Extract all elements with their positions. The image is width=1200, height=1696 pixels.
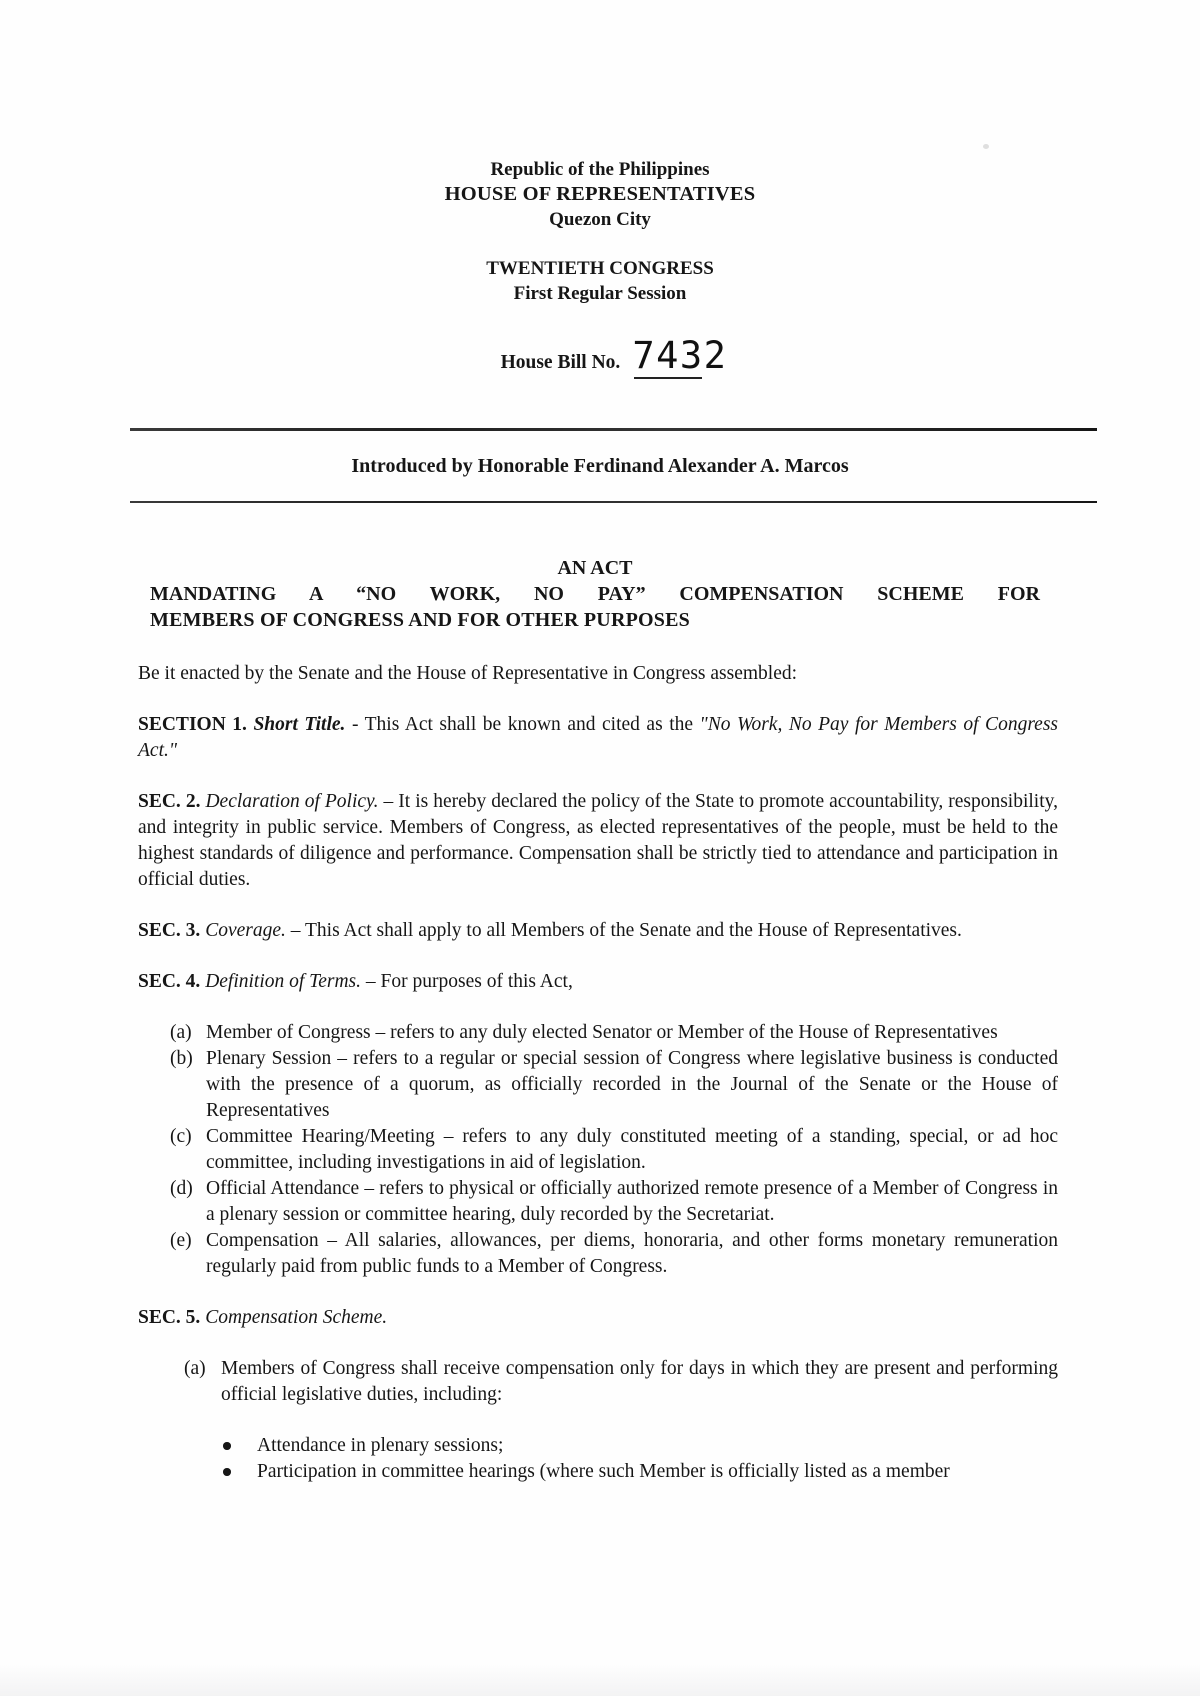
bill-number-label: House Bill No. xyxy=(500,352,621,373)
section-5-paragraph xyxy=(138,1305,1058,1331)
bill-body xyxy=(138,661,1058,1485)
section-3-title: Coverage. xyxy=(200,920,286,941)
congress-line: TWENTIETH CONGRESS xyxy=(486,258,714,279)
bullet-text-plenary: Attendance in plenary sessions; xyxy=(257,1435,504,1456)
congress-block xyxy=(0,256,1200,306)
city-line: Quezon City xyxy=(549,209,651,230)
definition-marker-a: (a) xyxy=(170,1022,192,1043)
definition-item-d xyxy=(138,1176,1058,1228)
section-3-label: SEC. 3. xyxy=(138,920,201,941)
session-line: First Regular Session xyxy=(513,283,687,304)
section-4-paragraph xyxy=(138,969,1058,995)
section-4-text: – For purposes of this Act, xyxy=(361,971,573,992)
bullet-item-plenary xyxy=(138,1433,1058,1459)
section-1-cited-title: "No Work, No Pay for Members of Congress Act." xyxy=(138,714,1059,761)
definition-text-a: Member of Congress – refers to any duly elected Senator or Member of the House of Representatives xyxy=(206,1022,998,1043)
section-3-paragraph xyxy=(138,918,1058,944)
section-5-item-a-marker: (a) xyxy=(184,1358,206,1379)
section-1-text: - This Act shall be known and cited as the xyxy=(345,714,700,735)
act-title-block xyxy=(150,555,1040,633)
definition-item-b xyxy=(138,1046,1058,1124)
bullet-icon xyxy=(223,1442,231,1450)
definition-marker-b: (b) xyxy=(170,1048,193,1069)
section-2-label: SEC. 2. xyxy=(138,791,201,812)
bullet-item-committee xyxy=(138,1459,1058,1485)
bullet-icon xyxy=(223,1468,231,1476)
duties-bullet-list xyxy=(138,1433,1058,1485)
definition-text-d: Official Attendance – refers to physical or officially authorized remote presence of a Member of Congress in a plenary session or committee hearing, duly recorded by the Secretariat. xyxy=(206,1178,1058,1225)
definition-marker-e: (e) xyxy=(170,1230,192,1251)
section-2-title: Declaration of Policy. xyxy=(200,791,379,812)
section-4-title: Definition of Terms. xyxy=(200,971,362,992)
section-1-title: Short Title. xyxy=(246,714,346,735)
definitions-list xyxy=(138,1020,1058,1280)
an-act-heading: AN ACT xyxy=(557,557,633,579)
divider-line-bottom xyxy=(130,501,1097,504)
act-title-line-1: MANDATING A “NO WORK, NO PAY” COMPENSATION SCHEME FOR xyxy=(150,583,1040,605)
section-5-item-a xyxy=(138,1356,1058,1408)
section-4-label: SEC. 4. xyxy=(138,971,201,992)
definition-item-a xyxy=(138,1020,1058,1046)
house-line: HOUSE OF REPRESENTATIVES xyxy=(444,183,756,205)
section-5-title: Compensation Scheme. xyxy=(200,1307,388,1328)
definition-text-c: Committee Hearing/Meeting – refers to any duly constituted meeting of a standing, special, or ad hoc committee, including investigations in aid of legislation. xyxy=(206,1126,1058,1173)
bill-number-field xyxy=(632,336,727,376)
definition-item-c xyxy=(138,1124,1058,1176)
section-1-paragraph xyxy=(138,712,1058,764)
section-2-paragraph xyxy=(138,789,1058,893)
definition-item-e xyxy=(138,1228,1058,1280)
page-bottom-shadow xyxy=(0,1664,1200,1696)
bullet-text-committee: Participation in committee hearings (where such Member is officially listed as a member xyxy=(257,1461,950,1482)
republic-line: Republic of the Philippines xyxy=(490,159,710,180)
divider-line-top xyxy=(130,428,1097,431)
section-5-label: SEC. 5. xyxy=(138,1307,201,1328)
introduced-by-line: Introduced by Honorable Ferdinand Alexander A. Marcos xyxy=(351,454,849,477)
section-2-text: – It is hereby declared the policy of the State to promote accountability, responsibility, and integrity in public service. Members of Congress, as elected representatives of the people, must be held to the highest standards of diligence and performance. Compensation shall be strictly tied to attendance and participation in official duties. xyxy=(138,791,1058,890)
definition-marker-c: (c) xyxy=(170,1126,192,1147)
scan-speck-artifact xyxy=(983,144,989,149)
section-3-text: – This Act shall apply to all Members of the Senate and the House of Representatives. xyxy=(285,920,962,941)
definition-text-b: Plenary Session – refers to a regular or special session of Congress where legislative business is conducted with the presence of a quorum, as officially recorded in the Journal of the Senate or the House of Representatives xyxy=(206,1048,1058,1121)
bill-number-line xyxy=(0,336,1200,380)
document-header xyxy=(0,157,1200,380)
definition-text-e: Compensation – All salaries, allowances, per diems, honoraria, and other forms monetary remuneration regularly paid from public funds to a Member of Congress. xyxy=(206,1230,1058,1277)
act-title-line-2: MEMBERS OF CONGRESS AND FOR OTHER PURPOSES xyxy=(150,609,690,631)
definition-marker-d: (d) xyxy=(170,1178,193,1199)
bill-number-value: 7432 xyxy=(632,334,728,377)
enacting-clause: Be it enacted by the Senate and the House of Representative in Congress assembled: xyxy=(138,663,798,684)
section-1-label: SECTION 1. xyxy=(138,714,247,735)
bill-number-underline xyxy=(634,377,702,380)
section-5-item-a-text: Members of Congress shall receive compensation only for days in which they are present and performing official legislative duties, including: xyxy=(221,1358,1058,1405)
